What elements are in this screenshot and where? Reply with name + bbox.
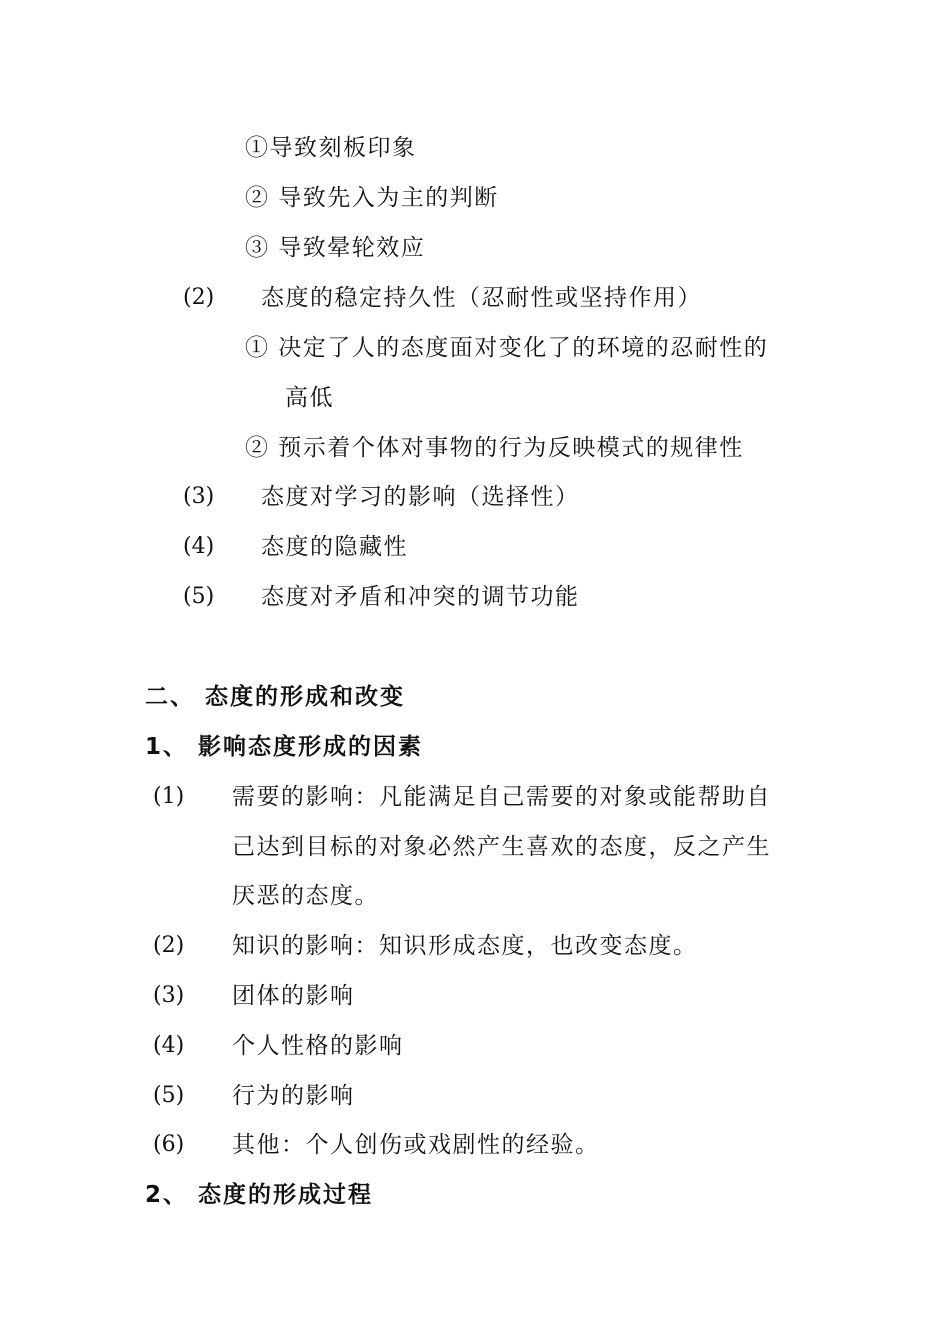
list-item-tolerance-continued: 高低 [285,385,334,411]
list-item-halo-effect: ③ 导致晕轮效应 [245,235,426,261]
list-number: (5) [153,1083,185,1108]
list-number: (3) [183,484,215,509]
list-item-stability: 态度的稳定持久性（忍耐性或坚持作用） [261,285,702,311]
subsection-heading-process: 2、 态度的形成过程 [145,1182,374,1208]
list-number: (3) [153,983,185,1008]
list-item-hidden: 态度的隐藏性 [261,534,408,560]
list-item-knowledge: 知识的影响：知识形成态度，也改变态度。 [232,933,698,959]
list-item-regulation: 态度对矛盾和冲突的调节功能 [261,584,580,610]
list-item-needs-continued: 厌恶的态度。 [232,883,379,909]
list-item-needs: 需要的影响：凡能满足自己需要的对象或能帮助自 [232,784,771,810]
list-item-learning: 态度对学习的影响（选择性） [261,484,580,510]
subsection-heading-factors: 1、 影响态度形成的因素 [145,734,424,760]
list-number: (2) [183,285,215,310]
list-number: (2) [153,933,185,958]
list-item-stereotype: ①导致刻板印象 [245,135,417,161]
list-item-behavior: 行为的影响 [232,1083,355,1109]
list-number: (1) [153,784,185,809]
list-item-personality: 个人性格的影响 [232,1033,404,1059]
section-heading: 二、 态度的形成和改变 [145,684,406,710]
list-item-needs-continued: 己达到目标的对象必然产生喜欢的态度，反之产生 [232,834,771,860]
list-item-group: 团体的影响 [232,983,355,1009]
list-item-regularity: ② 预示着个体对事物的行为反映模式的规律性 [245,435,744,461]
list-item-tolerance: ① 决定了人的态度面对变化了的环境的忍耐性的 [245,335,769,361]
list-number: (6) [153,1132,185,1157]
list-item-prejudgment: ② 导致先入为主的判断 [245,185,499,211]
list-number: (4) [153,1033,185,1058]
list-number: (4) [183,534,215,559]
list-item-other: 其他：个人创伤或戏剧性的经验。 [232,1132,600,1158]
list-number: (5) [183,584,215,609]
